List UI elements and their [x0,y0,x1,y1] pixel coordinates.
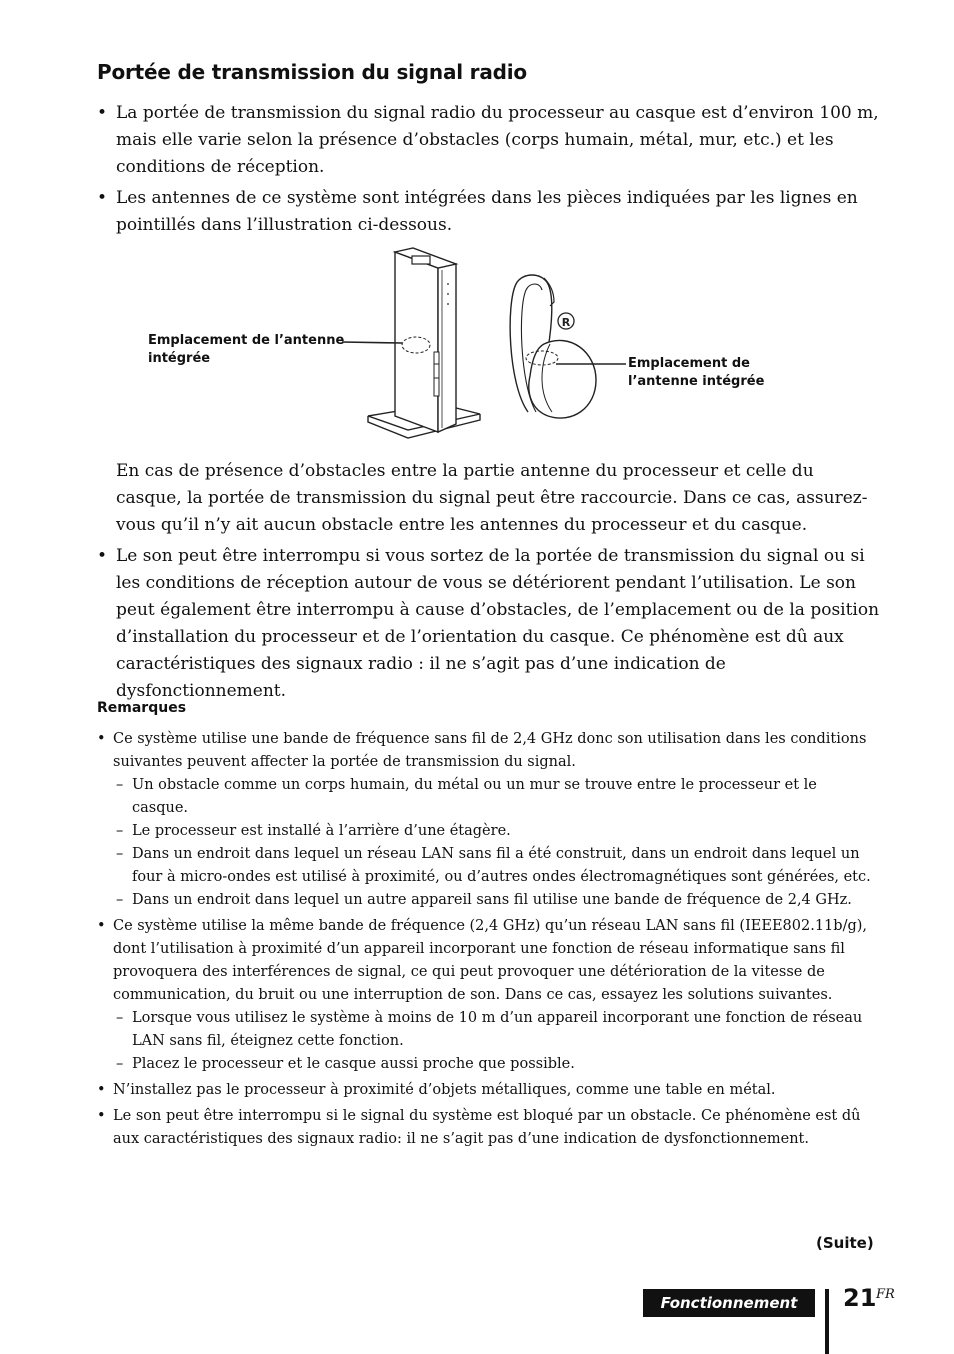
page-language: FR [876,1287,895,1302]
obstacle-paragraph: En cas de présence d’obstacles entre la partie antenne du processeur et celle du casque, la portée de transmission du signal peut être raccourcie. Dans ce cas, assurez-vous qu’il n’y ait aucun obstacle entre les antennes du processeur et du casque. [116,461,868,535]
bullet-dot: • [97,546,108,566]
note-item [97,1105,877,1151]
note-item [97,915,877,1007]
note-bullet: • [97,731,106,747]
bullet-dot: • [97,188,108,208]
continued-label: (Suite) [816,1234,874,1252]
note-subitem-text: Le processeur est installé à l’arrière d’une étagère. [132,823,511,839]
bullet-item [97,100,887,181]
page-number: 21 [843,1284,877,1312]
note-bullet: • [97,1108,106,1124]
note-subitem-text: Lorsque vous utilisez le système à moins de 10 m d’un appareil incorporant une fonction de réseau LAN sans fil, éteignez cette fonction. [132,1010,863,1049]
processor-antenna-label: Emplacement de l’antenne intégrée [148,333,345,366]
headphone-antenna-label: Emplacement de l’antenne intégrée [628,356,765,389]
bullet-text: Le son peut être interrompu si vous sortez de la portée de transmission du signal ou si les conditions de réception autour de vous se détériorent pendant l’utilisation. Le son peut également être interrompu à cause d’obstacles, de l’emplacement ou de la position d’installation du processeur et de l’orientation du casque. Ce phénomène est dû aux caractéristiques des signaux radio : il ne s’agit pas d’une indication de dysfonctionnement. [116,546,880,701]
bullet-dot: • [97,103,108,123]
note-text: Ce système utilise la même bande de fréquence (2,4 GHz) qu’un réseau LAN sans fil (IEEE802.11b/g), dont l’utilisation à proximité d’un appareil incorporant une fonction de réseau informatique sans fil provoquera des interférences de signal, ce qui peut provoquer une détérioration de la vitesse de communication, du bruit ou une interruption de son. Dans ce cas, essayez les solutions suivantes. [113,918,867,1003]
r-mark-text: R [561,316,571,329]
processor-front [395,252,438,432]
note-item [97,1079,877,1102]
note-subitem-text: Placez le processeur et le casque aussi proche que possible. [132,1056,575,1072]
note-text: Ce système utilise une bande de fréquence sans fil de 2,4 GHz donc son utilisation dans les conditions suivantes peuvent affecter la portée de transmission du signal. [113,731,867,770]
note-subitem-text: Dans un endroit dans lequel un autre appareil sans fil utilise une bande de fréquence de 2,4 GHz. [132,892,852,908]
note-subitem: – Le processeur est installé à l’arrière d’une étagère. [116,823,511,839]
section-tab: Fonctionnement [643,1289,815,1317]
note-subitem-text: Dans un endroit dans lequel un réseau LAN sans fil a été construit, dans un endroit dans lequel un four à micro-ondes est utilisé à proximité, ou d’autres ondes électromagnétiques sont générées, etc. [132,846,871,885]
note-subitem: – Placez le processeur et le casque aussi proche que possible. [116,1056,575,1072]
note-item [97,728,877,774]
antenna-diagram [140,244,780,450]
notes-list [97,728,877,1151]
note-subitem: – Dans un endroit dans lequel un réseau LAN sans fil a été construit, dans un endroit dans lequel un four à micro-ondes est utilisé à proximité, ou d’autres ondes électromagnétiques sont générées, etc. [116,846,871,885]
headphone-earcup [529,340,596,418]
processor-leader-line [342,342,402,343]
note-subitem: – Lorsque vous utilisez le système à moins de 10 m d’un appareil incorporant une fonction de réseau LAN sans fil, éteignez cette fonction. [116,1010,863,1049]
note-subitem: – Un obstacle comme un corps humain, du métal ou un mur se trouve entre le processeur et le casque. [116,777,817,816]
bullet-item [97,543,887,705]
notes-title: Remarques [97,700,187,716]
note-subitem-text: Un obstacle comme un corps humain, du métal ou un mur se trouve entre le processeur et le casque. [132,777,817,816]
note-subitem: – Dans un endroit dans lequel un autre appareil sans fil utilise une bande de fréquence de 2,4 GHz. [116,892,852,908]
section-heading: Portée de transmission du signal radio [97,60,527,84]
processor-buttons [434,352,439,396]
note-bullet: • [97,1082,106,1098]
processor-connector [412,256,430,264]
note-text: Le son peut être interrompu si le signal du système est bloqué par un obstacle. Ce phénomène est dû aux caractéristiques des signaux radio: il ne s’agit pas d’une indication de dysfonctionnement. [113,1108,861,1147]
processor-side [438,264,456,432]
page-divider-bar [825,1289,829,1354]
bullet-text: Les antennes de ce système sont intégrées dans les pièces indiquées par les lignes en pointillés dans l’illustration ci-dessous. [116,188,858,235]
note-bullet: • [97,918,106,934]
bullet-text: La portée de transmission du signal radio du processeur au casque est d’environ 100 m, mais elle varie selon la présence d’obstacles (corps humain, métal, mur, etc.) et les conditions de réception. [116,103,879,177]
bullet-item [97,185,887,239]
note-text: N’installez pas le processeur à proximité d’objets métalliques, comme une table en métal. [113,1082,776,1098]
